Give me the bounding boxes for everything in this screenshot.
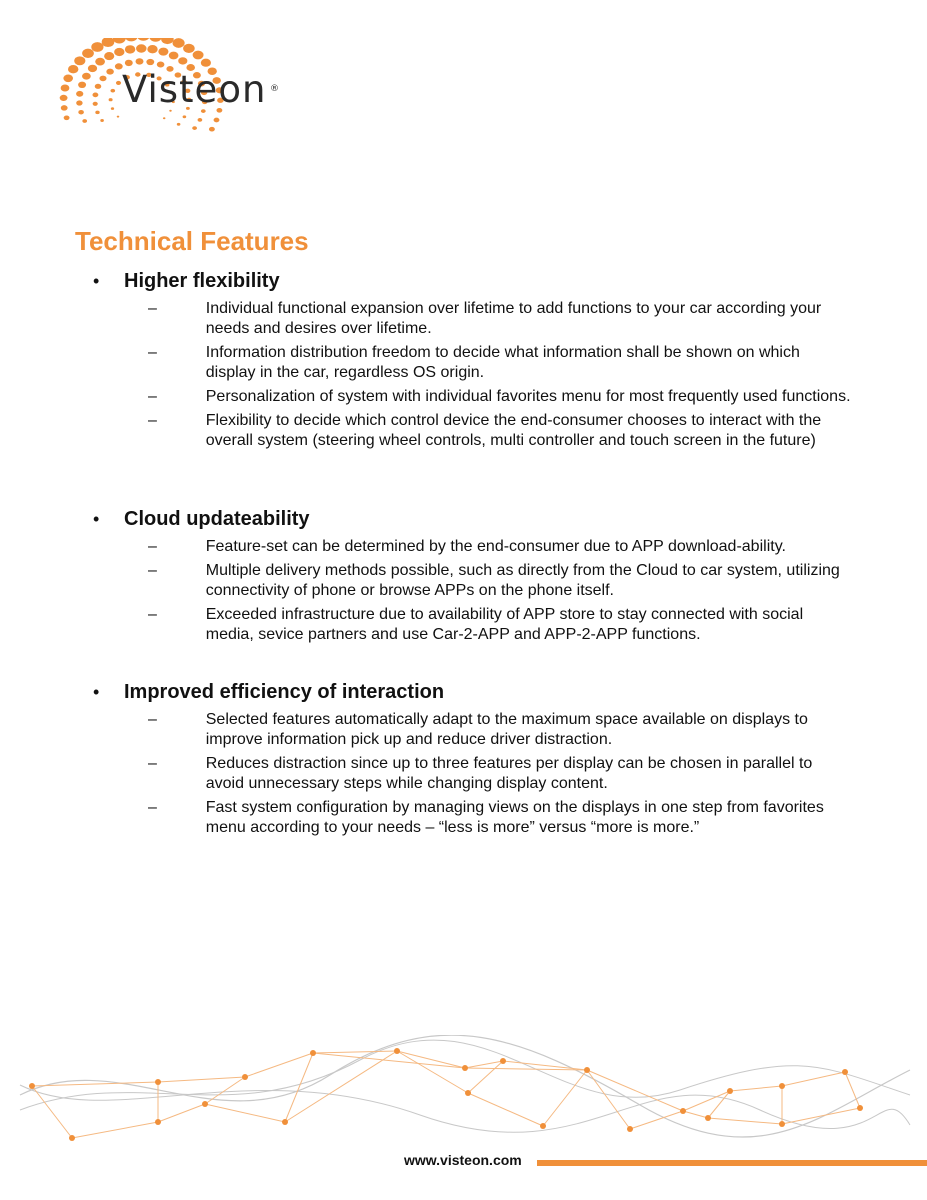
logo-dot xyxy=(193,51,204,60)
list-item xyxy=(93,387,853,407)
network-link xyxy=(158,1104,205,1122)
section-improved-efficiency xyxy=(93,681,853,842)
logo-dot xyxy=(68,65,78,73)
logo-dot xyxy=(104,52,114,60)
logo-dot xyxy=(149,38,162,42)
item-dash: – xyxy=(148,799,157,816)
network-link xyxy=(245,1053,313,1077)
logo-dot xyxy=(111,107,114,110)
network-node xyxy=(202,1101,208,1107)
logo-dot xyxy=(82,119,87,123)
section-cloud-updateability xyxy=(93,508,853,649)
logo-dot xyxy=(82,49,94,58)
section-higher-flexibility xyxy=(93,270,853,455)
registered-mark: ® xyxy=(270,84,279,94)
list-item xyxy=(93,754,853,794)
logo-dot xyxy=(158,48,168,56)
network-link xyxy=(708,1091,730,1118)
network-node xyxy=(462,1065,468,1071)
network-link xyxy=(313,1053,465,1068)
network-node xyxy=(540,1123,546,1129)
network-node xyxy=(779,1121,785,1127)
network-node xyxy=(500,1058,506,1064)
network-node xyxy=(842,1069,848,1075)
logo-dot xyxy=(192,126,197,130)
network-link xyxy=(683,1111,708,1118)
network-node xyxy=(242,1074,248,1080)
network-link xyxy=(205,1104,285,1122)
footer-accent-bar xyxy=(537,1160,927,1166)
list-item xyxy=(93,537,853,557)
network-node xyxy=(727,1088,733,1094)
logo-dot xyxy=(78,110,84,114)
logo-dot xyxy=(82,73,91,80)
item-dash: – xyxy=(148,711,157,728)
logo-dot xyxy=(198,118,203,122)
network-node xyxy=(857,1105,863,1111)
item-dash: – xyxy=(148,300,157,317)
logo-dot xyxy=(136,44,146,52)
item-dash: – xyxy=(148,388,157,405)
network-node xyxy=(465,1090,471,1096)
logo-dot xyxy=(76,100,82,105)
network-node xyxy=(155,1119,161,1125)
logo-dot xyxy=(93,102,98,106)
list-item xyxy=(93,411,853,451)
network-link xyxy=(72,1122,158,1138)
logo-dot xyxy=(137,38,150,41)
item-text: Feature-set can be determined by the end-consumer due to APP download-ability. xyxy=(205,538,786,555)
logo-dot xyxy=(125,45,135,53)
logo-dot xyxy=(178,57,187,64)
logo-dot xyxy=(163,117,165,119)
logo-dot xyxy=(173,38,185,48)
item-text: Fast system configuration by managing views on the displays in one step from favorites menu according to your needs – “less is more” versus “more is more.” xyxy=(205,799,824,836)
network-link xyxy=(465,1061,503,1068)
section-title: Higher flexibility xyxy=(124,270,280,292)
list-item xyxy=(93,710,853,750)
logo-dot xyxy=(169,52,179,60)
section-bullet: • xyxy=(93,271,100,291)
item-dash: – xyxy=(148,344,157,361)
network-link xyxy=(683,1091,730,1111)
list-item xyxy=(93,343,853,383)
item-text: Reduces distraction since up to three features per display can be chosen in parallel to avoid unnecessary steps while changing display content. xyxy=(205,755,813,792)
network-link xyxy=(158,1077,245,1082)
section-title: Cloud updateability xyxy=(124,508,310,530)
logo-dot xyxy=(99,76,106,82)
item-text: Exceeded infrastructure due to availability of APP store to stay connected with social media, sevice partners and use Car-2-APP and APP-2-APP functions. xyxy=(205,606,804,643)
logo-dot xyxy=(125,60,133,66)
item-text: Flexibility to decide which control device the end-consumer chooses to interact with the overall system (steering wheel controls, multi controller and touch screen in the future) xyxy=(205,412,822,449)
network-node xyxy=(155,1079,161,1085)
logo-dot xyxy=(209,127,215,132)
network-node xyxy=(680,1108,686,1114)
logo-dot xyxy=(91,42,103,52)
logo-dot xyxy=(116,81,121,85)
logo-wordmark: Visteon xyxy=(122,68,267,111)
section-title: Improved efficiency of interaction xyxy=(124,681,445,703)
logo-dot xyxy=(109,98,113,101)
logo-dot xyxy=(60,95,68,101)
item-dash: – xyxy=(148,538,157,555)
item-text: Multiple delivery methods possible, such as directly from the Cloud to car system, utilizing connectivity of phone or browse APPs on the phone itself. xyxy=(205,562,840,599)
network-link xyxy=(468,1093,543,1126)
logo-dot xyxy=(201,59,211,67)
network-link xyxy=(708,1118,782,1124)
logo-dot xyxy=(161,38,174,44)
network-link xyxy=(730,1086,782,1091)
network-link xyxy=(397,1051,465,1068)
logo-dot xyxy=(183,44,195,53)
logo-dot xyxy=(95,58,105,66)
network-node xyxy=(394,1048,400,1054)
logo-dot xyxy=(177,123,181,126)
network-node xyxy=(282,1119,288,1125)
network-link xyxy=(397,1051,468,1093)
list-item xyxy=(93,605,853,645)
logo-dot xyxy=(76,91,83,97)
network-link xyxy=(285,1051,397,1122)
network-node xyxy=(705,1115,711,1121)
logo-dot xyxy=(147,45,157,53)
page-title: Technical Features xyxy=(75,226,309,256)
logo-dot xyxy=(61,85,70,92)
network-node xyxy=(779,1083,785,1089)
logo-dot xyxy=(78,82,86,88)
network-node xyxy=(584,1067,590,1073)
network-link xyxy=(313,1051,397,1053)
logo-dot xyxy=(63,74,73,82)
item-dash: – xyxy=(148,412,157,429)
item-text: Personalization of system with individual favorites menu for most frequently used functions. xyxy=(205,388,851,405)
logo-dot xyxy=(183,115,187,118)
decorative-wave-network xyxy=(0,1035,927,1145)
item-text: Individual functional expansion over lifetime to add functions to your car according your needs and desires over lifetime. xyxy=(205,300,822,337)
logo-dot xyxy=(146,59,154,65)
logo-dot xyxy=(114,48,124,56)
logo-dot xyxy=(88,65,97,72)
list-item xyxy=(93,798,853,838)
section-bullet: • xyxy=(93,509,100,529)
network-node xyxy=(627,1126,633,1132)
network-link xyxy=(543,1070,587,1126)
logo-dot xyxy=(95,84,102,89)
network-link xyxy=(468,1061,503,1093)
logo-dot xyxy=(125,38,138,41)
logo-dot xyxy=(92,93,98,98)
logo-dot xyxy=(95,111,99,115)
footer-url[interactable]: www.visteon.com xyxy=(404,1152,522,1168)
logo-dot xyxy=(136,58,144,64)
logo-dot xyxy=(61,105,68,110)
logo-dot xyxy=(100,119,104,122)
item-dash: – xyxy=(148,562,157,579)
logo-dot xyxy=(110,89,115,93)
list-item xyxy=(93,299,853,339)
item-text: Selected features automatically adapt to the maximum space available on displays to improve information pick up and reduce driver distraction. xyxy=(205,711,808,748)
network-link xyxy=(782,1072,845,1086)
item-text: Information distribution freedom to decide what information shall be shown on which display in the car, regardless OS origin. xyxy=(205,344,800,381)
network-link xyxy=(782,1108,860,1124)
logo-dot xyxy=(113,38,126,43)
logo-dot xyxy=(64,115,70,120)
item-dash: – xyxy=(148,755,157,772)
logo-dot xyxy=(102,38,115,47)
list-item xyxy=(93,561,853,601)
network-link xyxy=(32,1086,72,1138)
section-bullet: • xyxy=(93,682,100,702)
logo-dot xyxy=(106,69,114,75)
network-node xyxy=(310,1050,316,1056)
network-node xyxy=(69,1135,75,1141)
logo-dot xyxy=(74,56,85,65)
logo-dot-swirl-icon xyxy=(30,38,290,188)
item-dash: – xyxy=(148,606,157,623)
network-node xyxy=(29,1083,35,1089)
wave-line xyxy=(20,1040,910,1110)
logo-dot xyxy=(157,61,165,67)
logo-dot xyxy=(214,118,220,123)
logo-dot xyxy=(117,116,119,118)
wave-line xyxy=(20,1085,910,1132)
